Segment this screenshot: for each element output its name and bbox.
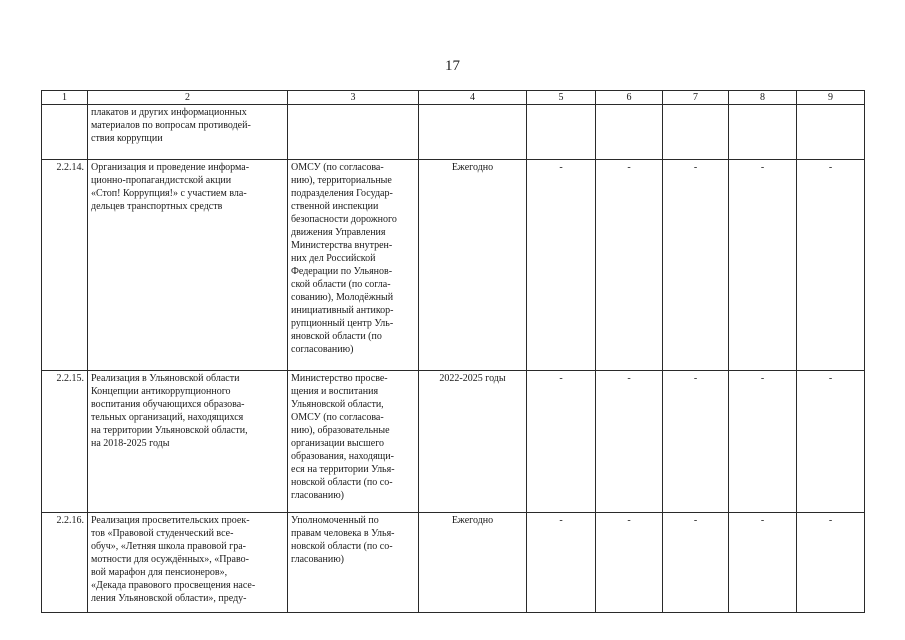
table-row: [42, 105, 865, 160]
value-cell: [729, 105, 797, 160]
header-col-9: 9: [797, 91, 865, 105]
period-cell: Ежегодно: [419, 513, 527, 613]
value-cell: -: [663, 160, 729, 371]
value-cell: -: [797, 513, 865, 613]
row-number: 2.2.15.: [42, 371, 88, 513]
period-cell: Ежегодно: [419, 160, 527, 371]
period-cell: [419, 105, 527, 160]
event-cell: Реализация в Ульяновской области Концепции антикоррупционного воспитания обучающихся образова- тельных организаций, находящихся на территории Ульяновской области, на 2018-2025 годы: [88, 371, 288, 513]
row-number: 2.2.16.: [42, 513, 88, 613]
value-cell: -: [797, 160, 865, 371]
table-row: [42, 513, 865, 613]
executor-cell: Уполномоченный по правам человека в Улья- новской области (по со- гласованию): [288, 513, 419, 613]
header-col-1: 1: [42, 91, 88, 105]
header-col-4: 4: [419, 91, 527, 105]
value-cell: -: [729, 371, 797, 513]
value-cell: -: [596, 371, 663, 513]
value-cell: -: [527, 513, 596, 613]
page-number: 17: [445, 58, 460, 74]
value-cell: -: [729, 160, 797, 371]
header-col-3: 3: [288, 91, 419, 105]
value-cell: [596, 105, 663, 160]
value-cell: -: [729, 513, 797, 613]
row-number: [42, 105, 88, 160]
row-number: 2.2.14.: [42, 160, 88, 371]
header-col-7: 7: [663, 91, 729, 105]
header-col-2: 2: [88, 91, 288, 105]
header-col-8: 8: [729, 91, 797, 105]
value-cell: -: [527, 160, 596, 371]
value-cell: -: [527, 371, 596, 513]
value-cell: -: [663, 371, 729, 513]
event-cell: Реализация просветительских проек- тов «Правовой студенческий все- обуч», «Летняя школа правовой гра- мотности для осуждённых», «Право- вой марафон для пенсионеров», «Декада правового просвещения насе- ления Ульяновской области», преду-: [88, 513, 288, 613]
header-row: [42, 91, 865, 105]
value-cell: [797, 105, 865, 160]
value-cell: [663, 105, 729, 160]
value-cell: -: [596, 513, 663, 613]
event-cell: Организация и проведение информа- ционно-пропагандистской акции «Стоп! Коррупция!» с участием вла- дельцев транспортных средств: [88, 160, 288, 371]
value-cell: -: [797, 371, 865, 513]
value-cell: -: [663, 513, 729, 613]
executor-cell: Министерство просве- щения и воспитания Ульяновской области, ОМСУ (по согласова- нию), образовательные организации высшего образования, находящи- еся на территории Улья- новской области (по со- гласованию): [288, 371, 419, 513]
table-row: [42, 371, 865, 513]
value-cell: -: [596, 160, 663, 371]
executor-cell: ОМСУ (по согласова- нию), территориальные подразделения Государ- ственной инспекции безопасности дорожного движения Управления Министерства внутрен- них дел Российской Федерации по Ульянов- ской области (по согла- сованию), Молодёжный инициативный антикор- рупционный центр Уль- яновской области (по согласованию): [288, 160, 419, 371]
header-col-5: 5: [527, 91, 596, 105]
action-plan-table: [41, 90, 865, 613]
table-row: [42, 160, 865, 371]
header-col-6: 6: [596, 91, 663, 105]
period-cell: 2022-2025 годы: [419, 371, 527, 513]
value-cell: [527, 105, 596, 160]
executor-cell: [288, 105, 419, 160]
event-cell: плакатов и других информационных материалов по вопросам противодей- ствия коррупции: [88, 105, 288, 160]
